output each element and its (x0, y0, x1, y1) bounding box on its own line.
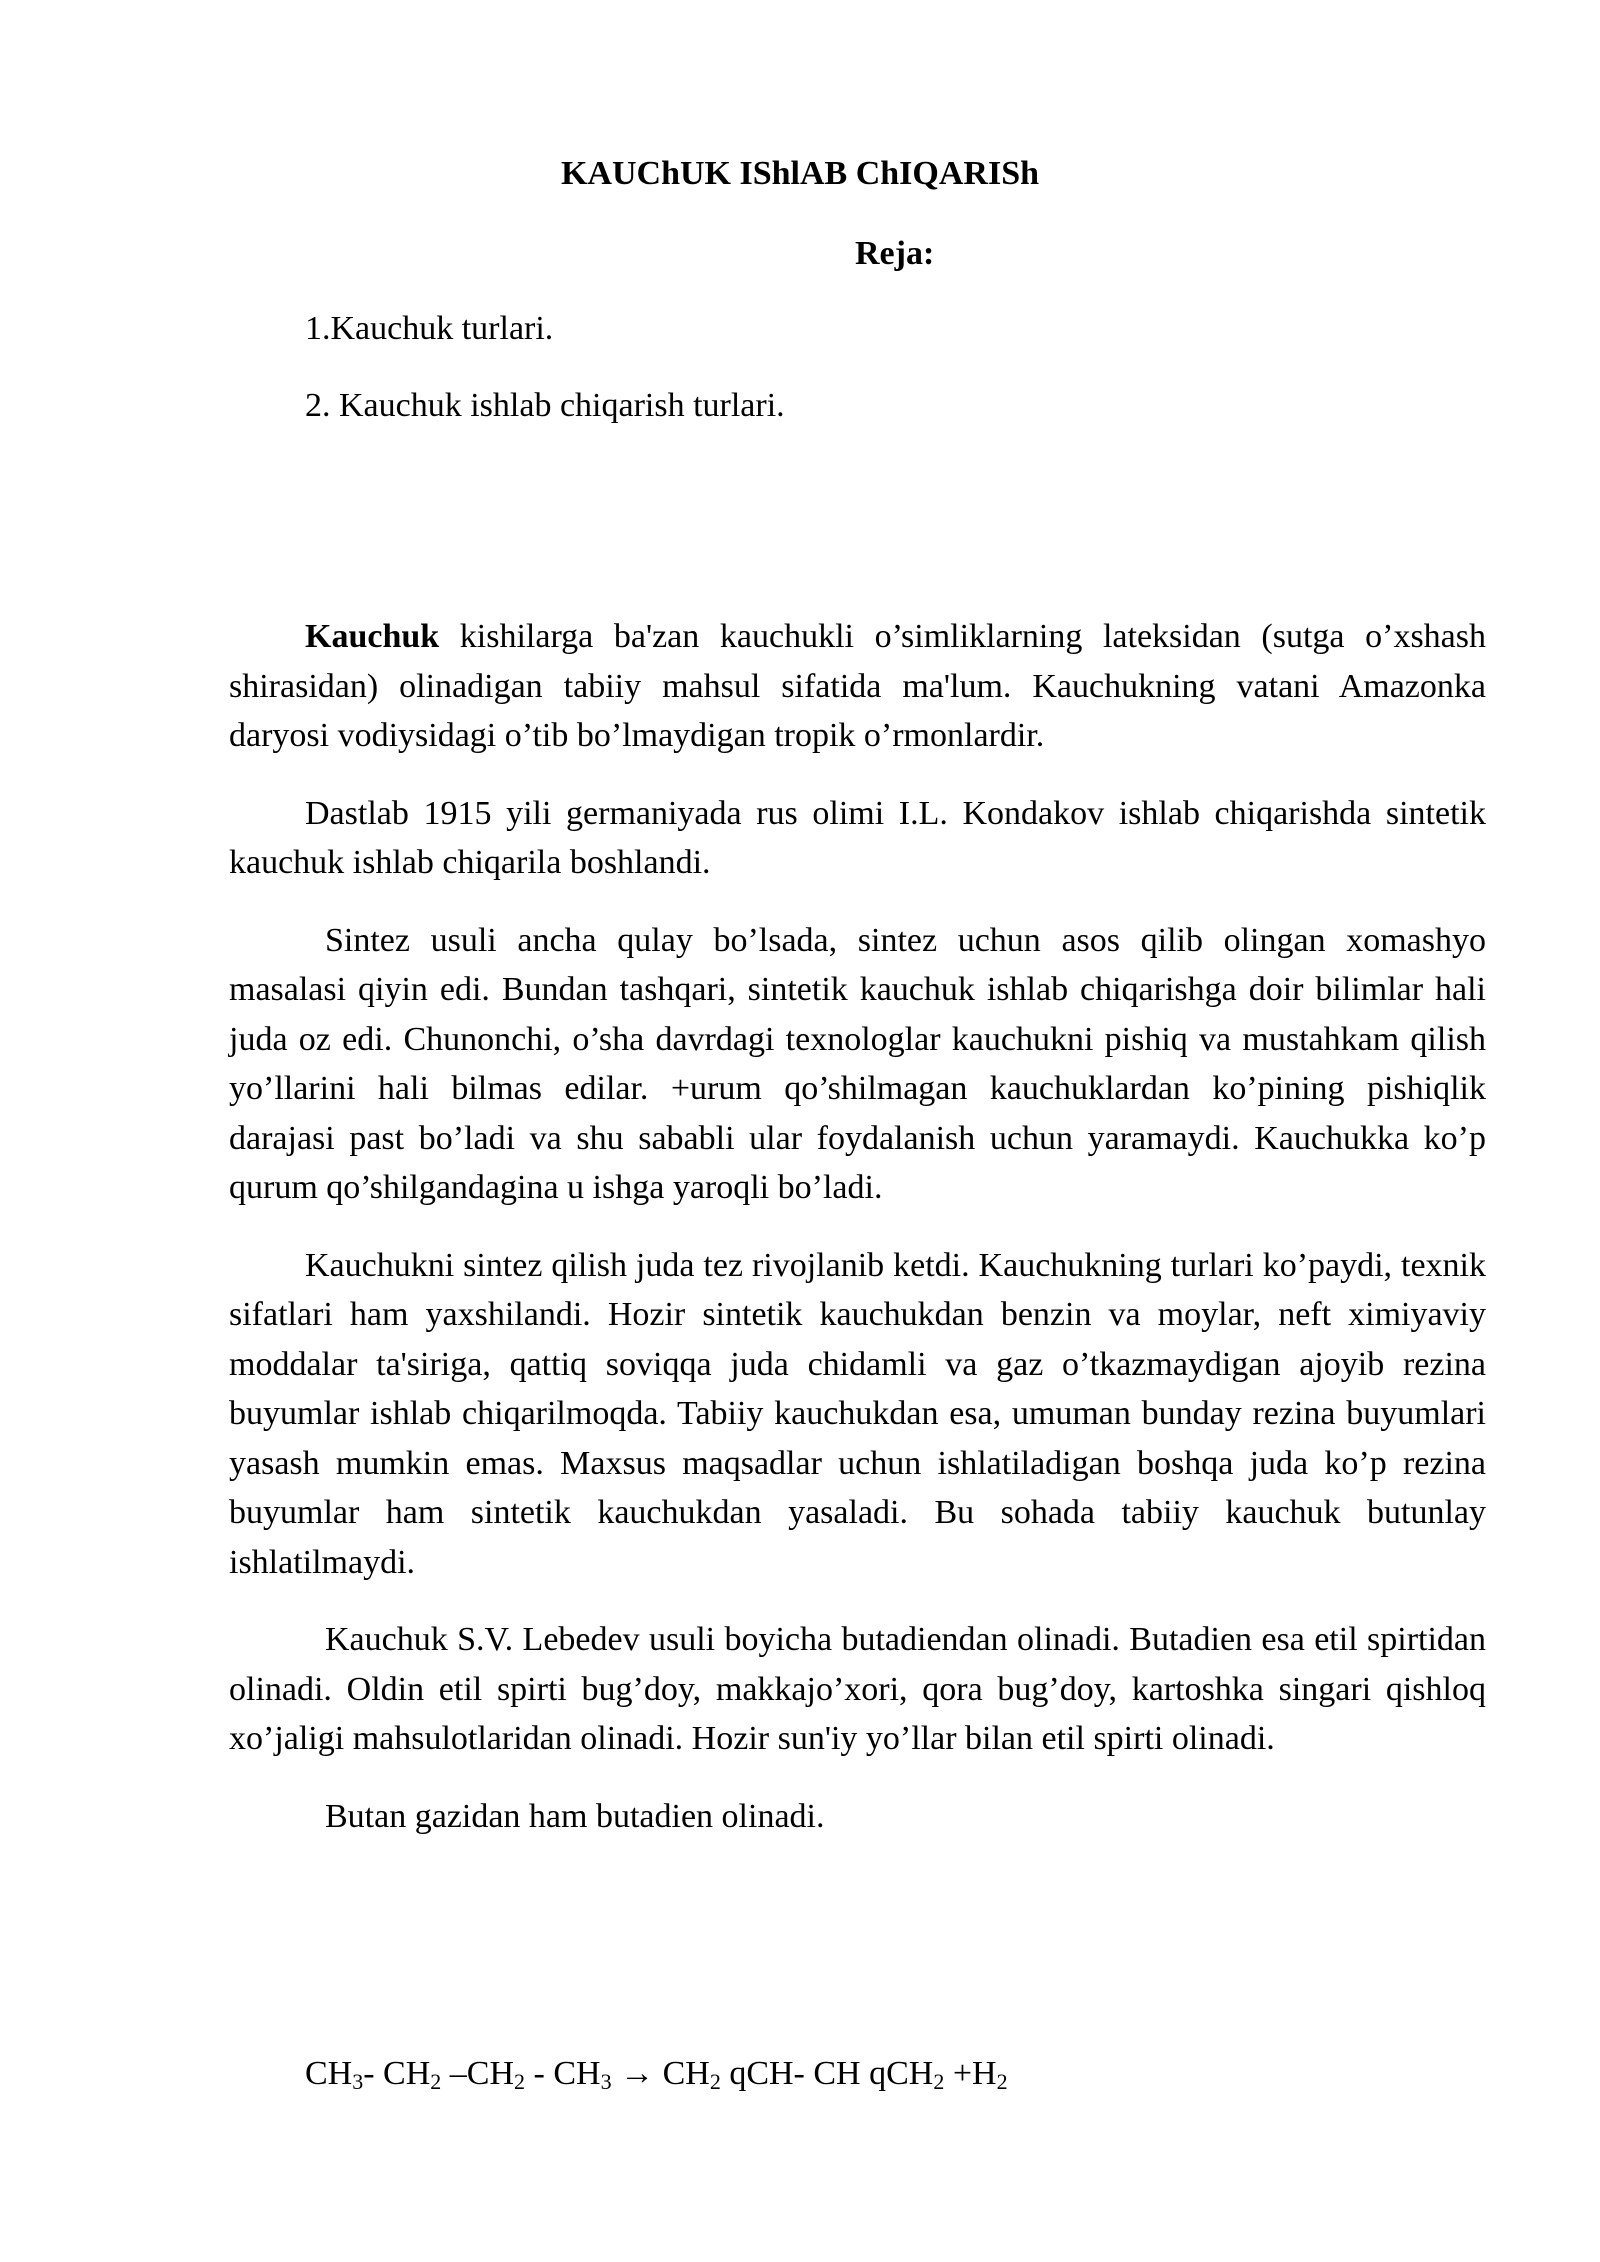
formula-text: - CH (525, 2055, 601, 2092)
paragraph-text: Kauchuk S.V. Lebedev usuli boyicha butadiendan olinadi. Butadien esa etil spirtidan olinadi. Oldin etil spirti bug’doy, makkajo’xori, qora bug’doy, kartoshka singari qishloq xo’jaligi mahsulotlaridan olinadi. Hozir sun'iy yo’llar bilan etil spirti olinadi. (229, 1621, 1486, 1757)
formula-text: qCH- CH qCH (720, 2055, 934, 2092)
paragraph-text: Kauchukni sintez qilish juda tez rivojlanib ketdi. Kauchukning turlari ko’paydi, texnik sifatlari ham yaxshilandi. Hozir sintetik kauchukdan benzin va moylar, neft ximiyaviy moddalar ta'siriga, qattiq soviqqa juda chidamli va gaz o’tkazmaydigan ajoyib rezina buyumlar ishlab chiqarilmoqda. Tabiiy kauchukdan esa, umuman bunday rezina buyumlari yasash mumkin emas. Maxsus maqsadlar uchun ishlatiladigan boshqa juda ko’p rezina buyumlar ham sintetik kauchukdan yasaladi. Bu sohada tabiiy kauchuk butunlay ishlatilmaydi. (229, 1246, 1486, 1581)
formula-text: - CH (363, 2055, 431, 2092)
paragraph-text: kishilarga ba'zan kauchukli o’simliklarning lateksidan (sutga o’xshash shirasidan) olinadigan tabiiy mahsul sifatida ma'lum. Kauchukning vatani Amazonka daryosi vodiysidagi o’tib bo’lmaydigan tropik o’rmonlardir. (229, 618, 1486, 754)
paragraph (229, 916, 1486, 1213)
plan-item: 1.Kauchuk turlari. (305, 310, 554, 347)
document-title: KAUChUK IShlAB ChIQARISh (560, 155, 1040, 192)
formula-subscript: 2 (996, 2069, 1008, 2094)
formula-text: CH (305, 2055, 353, 2092)
formula-subscript: 3 (352, 2069, 364, 2094)
paragraph-text: Sintez usuli ancha qulay bo’lsada, sintez uchun asos qilib olingan xomashyo masalasi qiyin edi. Bundan tashqari, sintetik kauchuk ishlab chiqarishga doir bilimlar hali juda oz edi. Chunonchi, o’sha davrdagi texnologlar kauchukni pishiq va mustahkam qilish yo’llarini hali bilmas edilar. +urum qo’shilmagan kauchuklardan ko’pining pishiqlik darajasi past bo’ladi va shu sababli ular foydalanish uchun yaramaydi. Kauchukka ko’p qurum qo’shilgandagina u ishga yaroqli bo’ladi. (229, 921, 1486, 1206)
formula-subscript: 2 (514, 2069, 526, 2094)
formula-text: → CH (611, 2055, 710, 2092)
paragraph (229, 1792, 1486, 1842)
plan-heading: Reja: (855, 235, 935, 272)
formula-text: –CH (441, 2055, 515, 2092)
paragraph-text: Dastlab 1915 yili germaniyada rus olimi I.L. Kondakov ishlab chiqarishda sintetik kauchuk ishlab chiqarila boshlandi. (229, 794, 1486, 881)
paragraph-lead-term: Kauchuk (305, 618, 440, 655)
formula-subscript: 2 (933, 2069, 945, 2094)
formula-subscript: 2 (430, 2069, 442, 2094)
document-body (229, 612, 1486, 1869)
formula-subscript: 3 (600, 2069, 612, 2094)
plan-list (305, 305, 785, 459)
formula-text: +H (944, 2055, 997, 2092)
paragraph (229, 1615, 1486, 1764)
plan-item: 2. Kauchuk ishlab chiqarish turlari. (305, 387, 785, 424)
formula-subscript: 2 (709, 2069, 721, 2094)
chemical-equation (305, 2050, 1008, 2098)
paragraph (229, 789, 1486, 888)
paragraph-text: Butan gazidan ham butadien olinadi. (325, 1797, 825, 1835)
paragraph (229, 612, 1486, 761)
paragraph (229, 1241, 1486, 1588)
